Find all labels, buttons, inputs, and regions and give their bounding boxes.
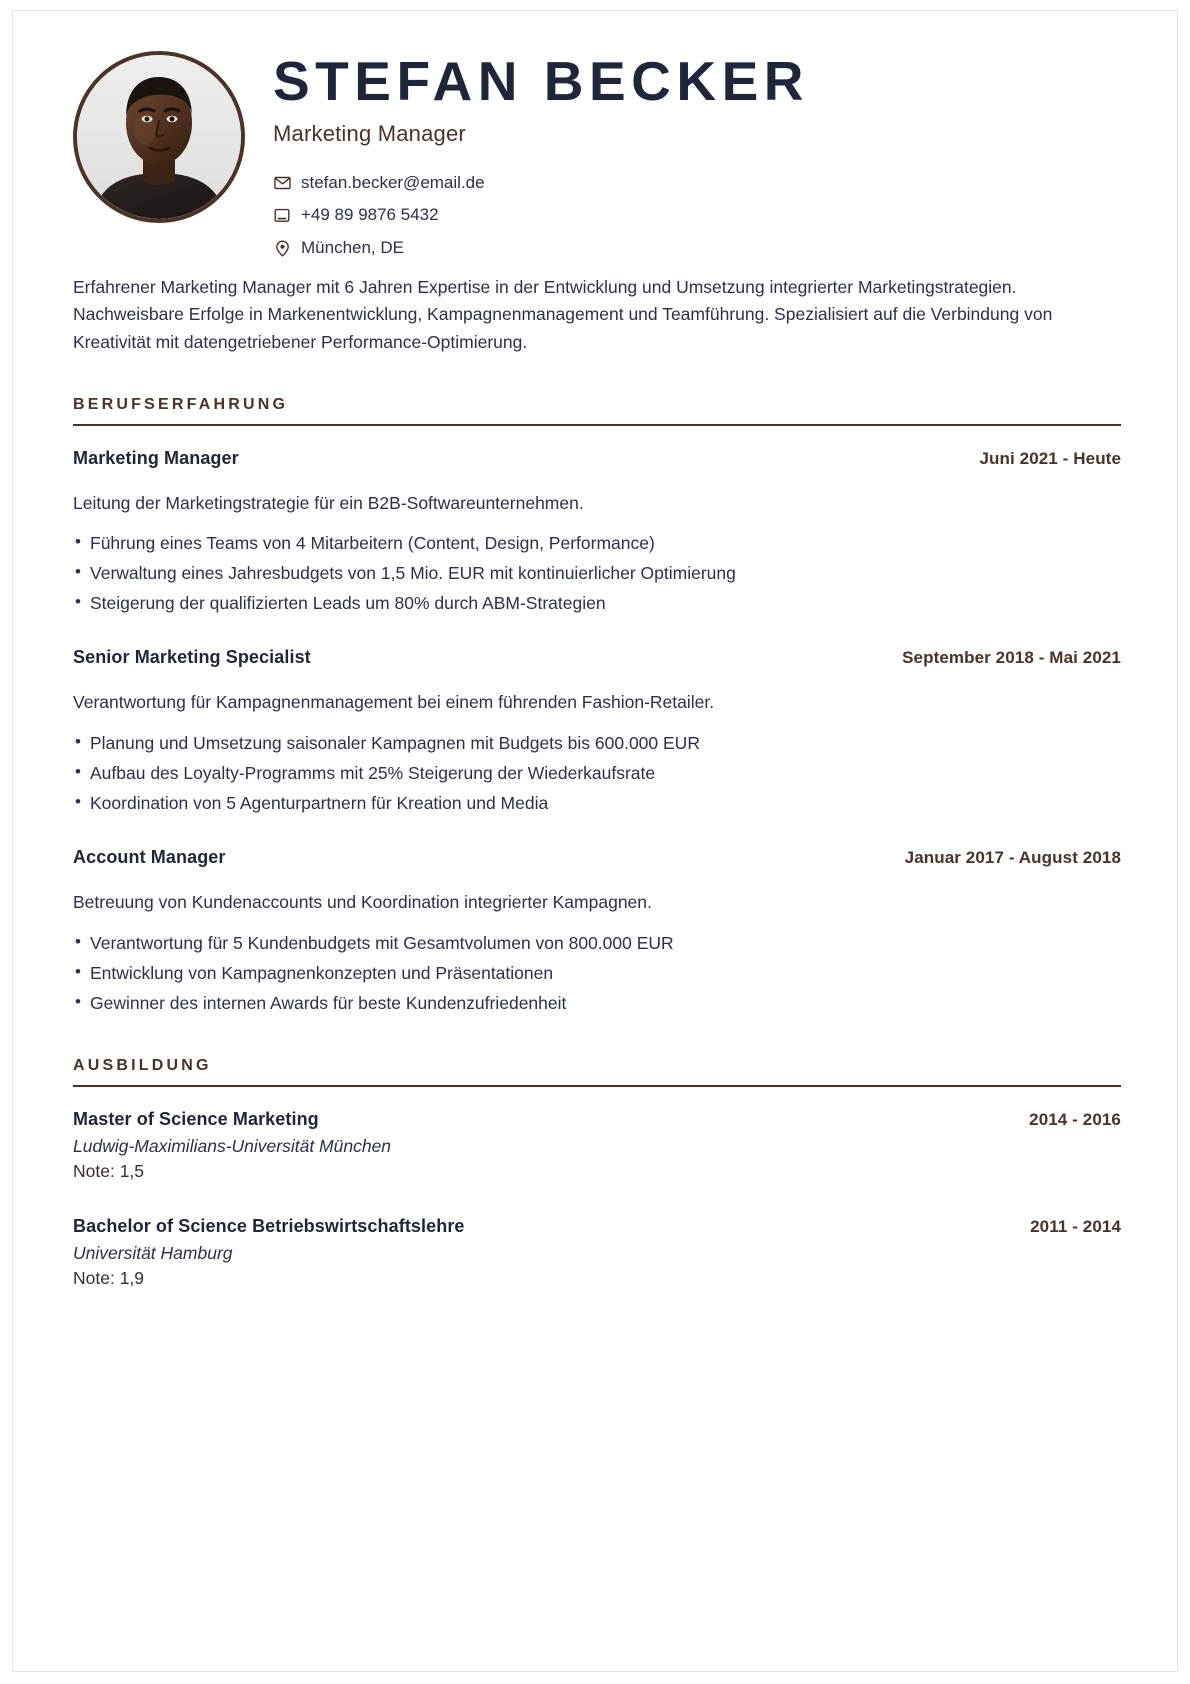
education-date: 2011 - 2014 bbox=[1030, 1217, 1121, 1237]
experience-entry-head bbox=[73, 647, 1121, 668]
experience-entry bbox=[73, 647, 1121, 817]
section-education bbox=[73, 1057, 1121, 1290]
header-text-block bbox=[273, 47, 1121, 270]
location-pin-icon bbox=[273, 239, 291, 257]
experience-bullet-list bbox=[73, 530, 1121, 617]
list-item: • Gewinner des internen Awards für beste Kundenzufriedenheit bbox=[73, 990, 1121, 1017]
experience-entry-head bbox=[73, 847, 1121, 868]
experience-entry bbox=[73, 847, 1121, 1017]
experience-job-description: Betreuung von Kundenaccounts und Koordination integrierter Kampagnen. bbox=[73, 892, 652, 913]
education-entry-head bbox=[73, 1109, 1121, 1130]
experience-bullet-list bbox=[73, 730, 1121, 817]
education-entry bbox=[73, 1216, 1121, 1290]
experience-job-title: Account Manager bbox=[73, 847, 226, 868]
portrait-photo bbox=[77, 55, 241, 219]
phone-icon bbox=[273, 207, 291, 225]
contact-location[interactable] bbox=[273, 238, 1121, 258]
section-divider-experience bbox=[73, 424, 1121, 426]
contact-email[interactable] bbox=[273, 173, 1121, 193]
experience-job-date: Januar 2017 - August 2018 bbox=[904, 848, 1121, 868]
experience-job-title: Senior Marketing Specialist bbox=[73, 647, 311, 668]
education-institution: Ludwig-Maximilians-Universität München bbox=[73, 1135, 392, 1156]
experience-entry-head bbox=[73, 448, 1121, 469]
contact-phone[interactable] bbox=[273, 205, 1121, 225]
experience-job-description: Leitung der Marketingstrategie für ein B2B-Softwareunternehmen. bbox=[73, 492, 584, 513]
list-item: • Verantwortung für 5 Kundenbudgets mit Gesamtvolumen von 800.000 EUR bbox=[73, 930, 1121, 957]
experience-job-title: Marketing Manager bbox=[73, 447, 239, 468]
education-date: 2014 - 2016 bbox=[1029, 1109, 1121, 1129]
contact-email-label: stefan.becker@email.de bbox=[301, 173, 485, 193]
education-institution: Universität Hamburg bbox=[73, 1243, 233, 1264]
education-degree: Master of Science Marketing bbox=[73, 1108, 319, 1129]
professional-summary: Erfahrener Marketing Manager mit 6 Jahren Expertise in der Entwicklung und Umsetzung integrierter Marketingstrategien. Nachweisbare Erfolge in Markenentwicklung, Kampagnenmanagement und Teamführung. Spezialisiert auf die Verbindung von Kreativität mit datengetriebener Performance-Optimierung. bbox=[73, 277, 1053, 352]
list-item: • Koordination von 5 Agenturpartnern für Kreation und Media bbox=[73, 790, 1121, 817]
education-degree: Bachelor of Science Betriebswirtschaftslehre bbox=[73, 1216, 465, 1237]
resume-sheet bbox=[12, 10, 1178, 1672]
resume-header bbox=[73, 47, 1121, 270]
contact-location-label: München, DE bbox=[301, 237, 404, 257]
experience-job-date: September 2018 - Mai 2021 bbox=[902, 648, 1121, 668]
experience-job-date: Juni 2021 - Heute bbox=[979, 448, 1121, 468]
list-item: • Aufbau des Loyalty-Programms mit 25% Steigerung der Wiederkaufsrate bbox=[73, 760, 1121, 787]
list-item: • Entwicklung von Kampagnenkonzepten und Präsentationen bbox=[73, 960, 1121, 987]
education-grade: Note: 1,5 bbox=[73, 1160, 145, 1181]
contact-phone-label: +49 89 9876 5432 bbox=[301, 205, 439, 225]
list-item: • Steigerung der qualifizierten Leads um 80% durch ABM-Strategien bbox=[73, 590, 1121, 617]
section-title-education: AUSBILDUNG bbox=[73, 1056, 212, 1074]
education-entry-head bbox=[73, 1216, 1121, 1237]
education-entry bbox=[73, 1109, 1121, 1183]
list-item: • Planung und Umsetzung saisonaler Kampagnen mit Budgets bis 600.000 EUR bbox=[73, 730, 1121, 757]
job-title-subtitle: Marketing Manager bbox=[273, 121, 466, 147]
section-title-experience: BERUFSERFAHRUNG bbox=[73, 395, 289, 413]
education-grade: Note: 1,9 bbox=[73, 1268, 145, 1289]
section-divider-education bbox=[73, 1085, 1121, 1087]
experience-bullet-list bbox=[73, 930, 1121, 1017]
section-experience bbox=[73, 396, 1121, 1017]
envelope-icon bbox=[273, 174, 291, 192]
list-item: • Führung eines Teams von 4 Mitarbeitern (Content, Design, Performance) bbox=[73, 530, 1121, 557]
experience-job-description: Verantwortung für Kampagnenmanagement bei einem führenden Fashion-Retailer. bbox=[73, 692, 715, 713]
experience-entry bbox=[73, 448, 1121, 618]
page-title: STEFAN BECKER bbox=[273, 50, 809, 112]
list-item: • Verwaltung eines Jahresbudgets von 1,5 Mio. EUR mit kontinuierlicher Optimierung bbox=[73, 560, 1121, 587]
contact-list bbox=[273, 173, 1121, 258]
avatar bbox=[73, 51, 245, 223]
